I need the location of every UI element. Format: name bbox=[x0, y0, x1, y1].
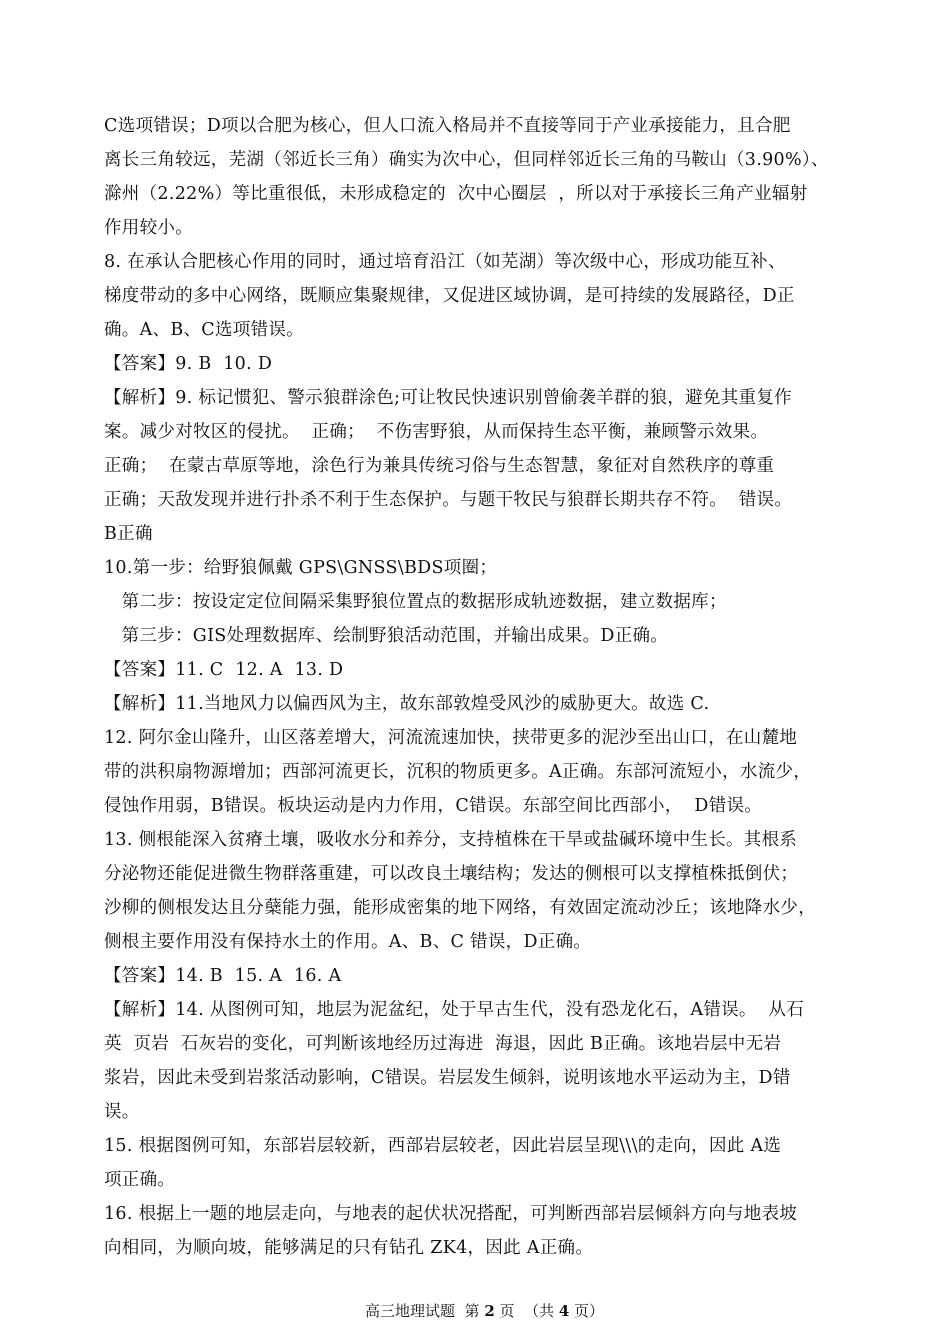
text-line: 浆岩，因此未受到岩浆活动影响，C错误。岩层发生倾斜，说明该地水平运动为主，D错 bbox=[104, 1068, 791, 1088]
text-line: 侵蚀作用弱，B错误。板块运动是内力作用，C错误。东部空间比西部小， D错误。 bbox=[104, 796, 763, 816]
footer-suffix: 页） bbox=[569, 1302, 605, 1320]
text-line: 【解析】9. 标记惯犯、警示狼群涂色;可让牧民快速识别曾偷袭羊群的狼，避免其重复作 bbox=[104, 388, 792, 408]
text-line: 10.第一步：给野狼佩戴 GPS\GNSS\BDS项圈； bbox=[104, 558, 498, 578]
text-line: 第三步：GIS处理数据库、绘制野狼活动范围，并输出成果。D正确。 bbox=[104, 626, 669, 646]
footer-total-pages: 4 bbox=[558, 1302, 570, 1320]
text-line: 正确； 在蒙古草原等地，涂色行为兼具传统习俗与生态智慧，象征对自然秩序的尊重 bbox=[104, 456, 775, 476]
text-line: B正确 bbox=[104, 524, 153, 544]
answer-line: 【答案】9. B 10. D bbox=[104, 354, 273, 374]
text-line: 【解析】14. 从图例可知，地层为泥盆纪，处于早古生代，没有恐龙化石，A错误。 从石 bbox=[104, 1000, 805, 1020]
page-footer bbox=[0, 1282, 950, 1339]
text-line: 13. 侧根能深入贫瘠土壤，吸收水分和养分，支持植株在干旱或盐碱环境中生长。其根系 bbox=[104, 830, 798, 850]
footer-prefix: 高三地理试题 第 bbox=[365, 1302, 485, 1320]
text-line: 滁州（2.22%）等比重很低，未形成稳定的 次中心圈层 ，所以对于承接长三角产业辐射 bbox=[104, 184, 808, 204]
text-line: 英 页岩 石灰岩的变化，可判断该地经历过海进 海退，因此 B正确。该地岩层中无岩 bbox=[104, 1034, 782, 1054]
text-line: 12. 阿尔金山隆升，山区落差增大，河流流速加快，挟带更多的泥沙至出山口，在山麓地 bbox=[104, 728, 798, 748]
text-line: 确。A、B、C选项错误。 bbox=[104, 320, 304, 340]
text-line: 8. 在承认合肥核心作用的同时，通过培育沿江（如芜湖）等次级中心，形成功能互补、 bbox=[104, 252, 786, 272]
text-line: 16. 根据上一题的地层走向，与地表的起伏状况搭配，可判断西部岩层倾斜方向与地表坡 bbox=[104, 1204, 798, 1224]
text-line: 沙柳的侧根发达且分蘖能力强，能形成密集的地下网络，有效固定流动沙丘；该地降水少， bbox=[104, 898, 816, 918]
answer-line: 【答案】14. B 15. A 16. A bbox=[104, 966, 342, 986]
text-line: 第二步：按设定定位间隔采集野狼位置点的数据形成轨迹数据，建立数据库； bbox=[104, 592, 727, 612]
text-line: 误。 bbox=[104, 1102, 140, 1122]
text-line: 向相同，为顺向坡，能够满足的只有钻孔 ZK4，因此 A正确。 bbox=[104, 1238, 594, 1258]
text-line: 分泌物还能促进微生物群落重建，可以改良土壤结构；发达的侧根可以支撑植株抵倒伏； bbox=[104, 864, 799, 884]
text-line: 案。减少对牧区的侵扰。 正确； 不伤害野狼，从而保持生态平衡，兼顾警示效果。 bbox=[104, 422, 769, 442]
text-line: 带的洪积扇物源增加；西部河流更长，沉积的物质更多。A正确。东部河流短小，水流少， bbox=[104, 762, 812, 782]
footer-middle: 页 （共 bbox=[494, 1302, 559, 1320]
text-line: 15. 根据图例可知，东部岩层较新，西部岩层较老，因此岩层呈现\\\的走向，因此 A选 bbox=[104, 1136, 782, 1156]
text-line: 离长三角较远，芜湖（邻近长三角）确实为次中心，但同样邻近长三角的马鞍山（3.90%）、 bbox=[104, 150, 829, 170]
text-line: C选项错误；D项以合肥为核心，但人口流入格局并不直接等同于产业承接能力，且合肥 bbox=[104, 116, 791, 136]
text-line: 项正确。 bbox=[104, 1170, 176, 1190]
text-line: 作用较小。 bbox=[104, 218, 193, 238]
text-line: 梯度带动的多中心网络，既顺应集聚规律，又促进区域协调，是可持续的发展路径，D正 bbox=[104, 286, 795, 306]
text-line: 正确；天敌发现并进行扑杀不利于生态保护。与题干牧民与狼群长期共存不符。 错误。 bbox=[104, 490, 793, 510]
text-line: 侧根主要作用没有保持水土的作用。A、B、C 错误，D正确。 bbox=[104, 932, 592, 952]
text-line: 【解析】11.当地风力以偏西风为主，故东部敦煌受风沙的威胁更大。故选 C. bbox=[104, 694, 710, 714]
answer-line: 【答案】11. C 12. A 13. D bbox=[104, 660, 344, 680]
footer-page-number: 2 bbox=[484, 1302, 495, 1320]
